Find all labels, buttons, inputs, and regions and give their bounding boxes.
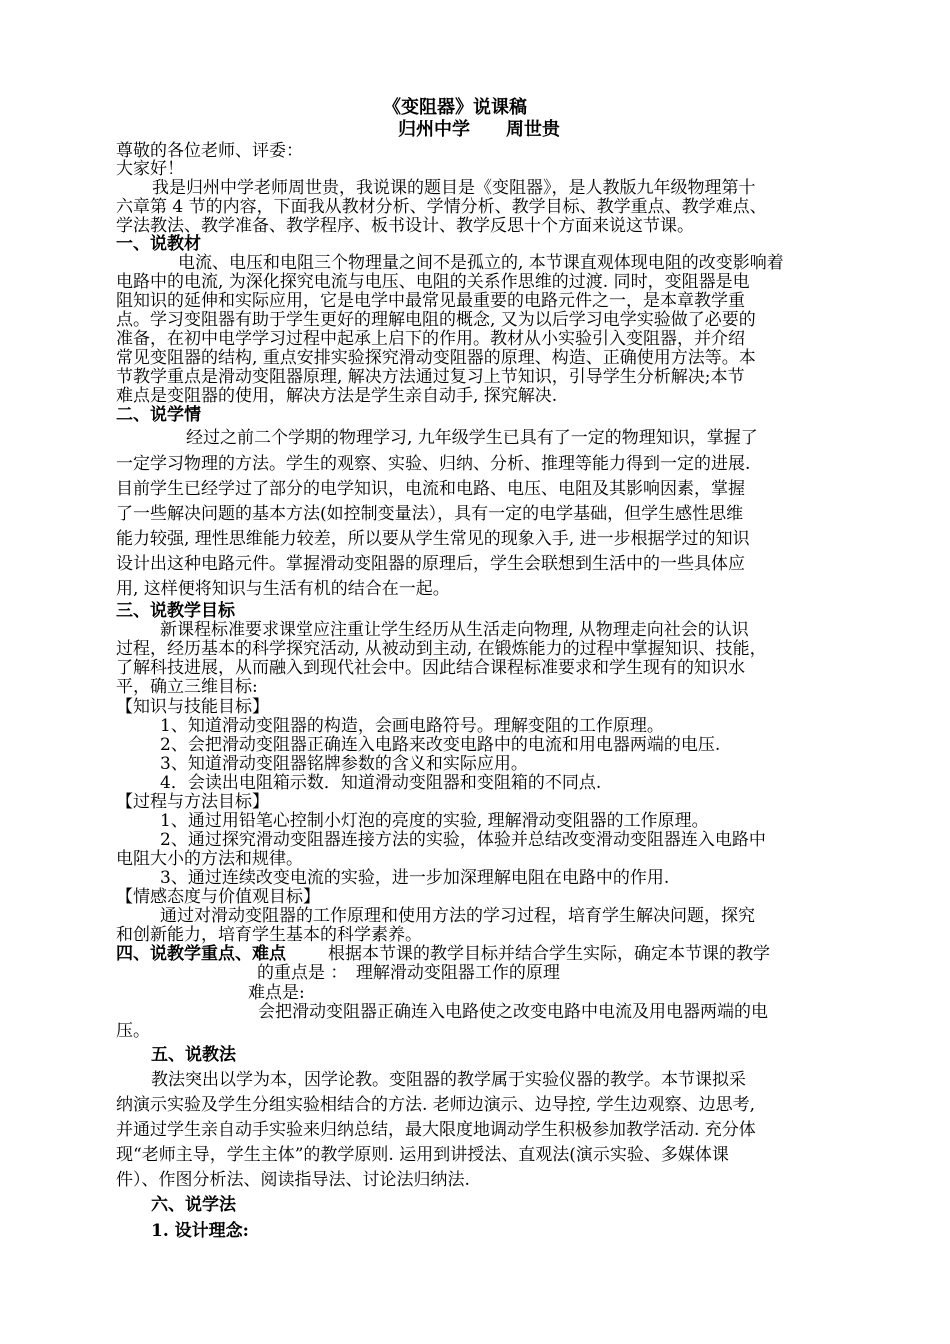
list-item: 1、通过用铅笔心控制小灯泡的亮度的实验, 理解滑动变阻器的工作原理。: [160, 811, 709, 831]
intro-line: 六章第 4 节的内容，下面我从教材分析、学情分析、教学目标、教学重点、教学难点、: [116, 197, 767, 217]
paragraph-line: 件）、作图分析法、阅读指导法、讨论法归纳法.: [116, 1170, 470, 1190]
paragraph-line: 难点是变阻器的使用，解决方法是学生亲自动手, 探究解决.: [116, 386, 558, 406]
paragraph-line: 目前学生已经学过了部分的电学知识，电流和电路、电压、电阻及其影响因素，掌握: [116, 479, 745, 499]
paragraph-line: 并通过学生亲自动手实验来归纳总结，最大限度地调动学生积极参加教学活动. 充分体: [116, 1120, 756, 1140]
paragraph-line: 设计出这种电路元件。掌握滑动变阻器的原理后，学生会联想到生活中的一些具体应: [116, 554, 745, 574]
difficulty-line: 压。: [116, 1021, 150, 1041]
list-item: 1、知道滑动变阻器的构造，会画电路符号。理解变阻的工作原理。: [160, 716, 664, 736]
paragraph-line: 能力较强, 理性思维能力较差，所以要从学生常见的现象入手, 进一步根据学过的知识: [116, 529, 750, 549]
section-heading-1: 一、说教材: [116, 234, 201, 254]
paragraph-line: 平，确立三维目标:: [116, 677, 258, 697]
list-item: 4．会读出电阻箱示数．知道滑动变阻器和变阻箱的不同点.: [160, 773, 602, 793]
difficulty-line: 会把滑动变阻器正确连入电路使之改变电路中电流及用电器两端的电: [258, 1002, 768, 1022]
list-item: 3、知道滑动变阻器铭牌参数的含义和实际应用。: [160, 754, 528, 774]
paragraph-line: 阻知识的延伸和实际应用，它是电学中最常见最重要的电路元件之一，是本章教学重: [116, 291, 745, 311]
section-heading-6: 六、说学法: [151, 1195, 236, 1215]
paragraph-line: 和创新能力，培育学生基本的科学素养。: [116, 925, 422, 945]
paragraph-line: 现“老师主导，学生主体”的教学原则. 运用到讲授法、直观法(演示实验、多媒体课: [116, 1145, 729, 1165]
paragraph-line: 电流、电压和电阻三个物理量之间不是孤立的, 本节课直观体现电阻的改变影响着: [178, 253, 784, 273]
subheading-process: 【过程与方法目标】: [116, 792, 269, 812]
paragraph-line: 准备，在初中电学学习过程中起承上启下的作用。教材从小实验引入变阻器，并介绍: [116, 329, 745, 349]
paragraph-line: 教法突出以学为本，因学论教。变阻器的教学属于实验仪器的教学。本节课拟采: [151, 1070, 746, 1090]
paragraph-line: 根据本节课的教学目标并结合学生实际，确定本节课的教学: [328, 944, 770, 964]
paragraph-line: 点。学习变阻器有助于学生更好的理解电阻的概念, 又为以后学习电学实验做了必要的: [116, 310, 756, 330]
list-item: 3、通过连续改变电流的实验，进一步加深理解电阻在电路中的作用.: [160, 868, 670, 888]
paragraph-line: 了一些解决问题的基本方法(如控制变量法），具有一定的电学基础，但学生感性思维: [116, 504, 744, 524]
author-line: 归州中学 周世贵: [398, 119, 560, 140]
greeting: 尊敬的各位老师、评委：: [116, 141, 303, 161]
section-heading-4: 四、说教学重点、难点: [116, 944, 286, 964]
paragraph-line: 经过之前二个学期的物理学习, 九年级学生已具有了一定的物理知识，掌握了: [186, 428, 758, 448]
paragraph-line: 纳演示实验及学生分组实验相结合的方法. 老师边演示、边导控, 学生边观察、边思考,: [116, 1095, 756, 1115]
intro-line: 我是归州中学老师周世贵，我说课的题目是《变阻器》，是人教版九年级物理第十: [152, 178, 756, 198]
subheading-knowledge: 【知识与技能目标】: [116, 697, 269, 717]
list-item-continuation: 电阻大小的方法和规律。: [116, 849, 303, 869]
document-title: 《变阻器》说课稿: [383, 97, 527, 118]
list-item: 2、会把滑动变阻器正确连入电路来改变电路中的电流和用电器两端的电压.: [160, 735, 721, 755]
hello: 大家好！: [116, 159, 184, 179]
section-heading-5: 五、说教法: [151, 1045, 236, 1065]
paragraph-line: 过程，经历基本的科学探究活动, 从被动到主动, 在锻炼能力的过程中掌握知识、技能，: [116, 639, 767, 659]
intro-line: 学法教法、教学准备、教学程序、板书设计、教学反思十个方面来说这节课。: [116, 216, 694, 236]
difficulty-label: 难点是:: [248, 983, 305, 1003]
paragraph-line: 一定学习物理的方法。学生的观察、实验、归纳、分析、推理等能力得到一定的进展.: [116, 454, 751, 474]
section-heading-2: 二、说学情: [116, 405, 201, 425]
paragraph-line: 用, 这样便将知识与生活有机的结合在一起。: [116, 579, 450, 599]
paragraph-line: 常见变阻器的结构, 重点安排实验探究滑动变阻器的原理、构造、正确使用方法等。本: [116, 348, 756, 368]
section-heading-3: 三、说教学目标: [116, 601, 235, 621]
list-item: 2、通过探究滑动变阻器连接方法的实验，体验并总结改变滑动变阻器连入电路中: [160, 830, 766, 850]
paragraph-line: 新课程标准要求课堂应注重让学生经历从生活走向物理, 从物理走向社会的认识: [160, 620, 749, 640]
subsection-heading: 1. 设计理念:: [151, 1221, 249, 1241]
paragraph-line: 通过对滑动变阻器的工作原理和使用方法的学习过程，培育学生解决问题，探究: [160, 906, 755, 926]
focus-line: 的重点是 ： 理解滑动变阻器工作的原理: [257, 963, 560, 983]
paragraph-line: 节教学重点是滑动变阻器原理, 解决方法通过复习上节知识，引导学生分析解决;本节: [116, 367, 745, 387]
paragraph-line: 了解科技进展，从而融入到现代社会中。因此结合课程标准要求和学生现有的知识水: [116, 658, 745, 678]
paragraph-line: 电路中的电流, 为深化探究电流与电压、电阻的关系作思维的过渡. 同时，变阻器是电: [116, 272, 750, 292]
subheading-emotion: 【情感态度与价值观目标】: [116, 887, 320, 907]
